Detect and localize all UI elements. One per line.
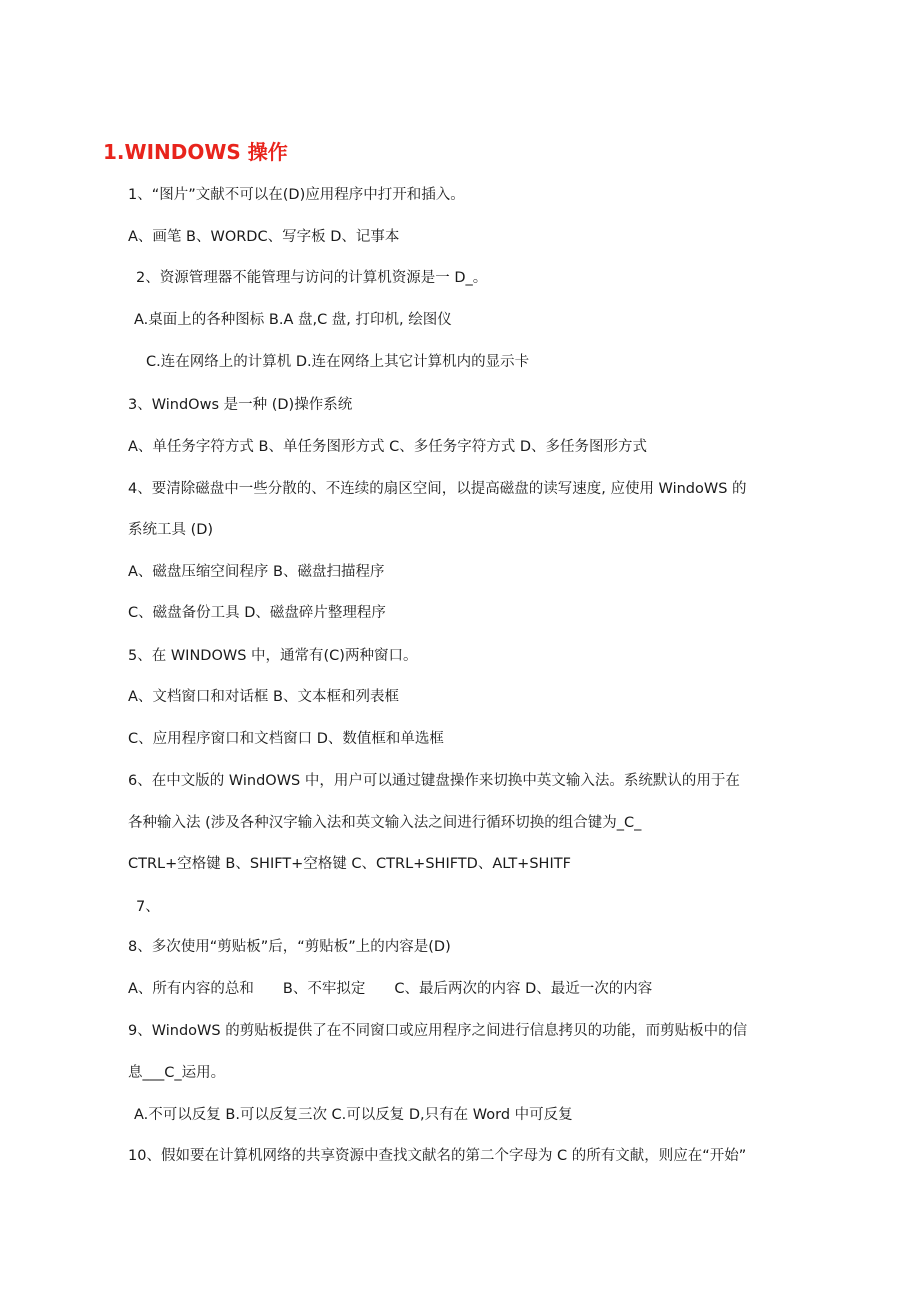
question-9-continued: 息___C_运用。 [128, 1065, 226, 1081]
question-8-options: A、所有内容的总和 B、不牢拟定 C、最后两次的内容 D、最近一次的内容 [128, 981, 653, 997]
question-4: 4、要清除磁盘中一些分散的、不连续的扇区空间，以提高磁盘的读写速度, 应使用 WindoWS 的 [128, 481, 747, 497]
question-6-continued: 各种输入法 (涉及各种汉字输入法和英文输入法之间进行循环切换的组合键为_C_ [128, 815, 642, 831]
question-2-options-cd: C.连在网络上的计算机 D.连在网络上其它计算机内的显示卡 [146, 354, 530, 370]
question-5-options-ab: A、文档窗口和对话框 B、文本框和列表框 [128, 689, 399, 705]
question-1: 1、“图片”文献不可以在(D)应用程序中打开和插入。 [128, 187, 465, 203]
question-2-options-ab: A.桌面上的各种图标 B.A 盘,C 盘, 打印机, 绘图仪 [134, 312, 452, 328]
question-2: 2、资源管理器不能管理与访问的计算机资源是一 D_。 [136, 270, 488, 286]
question-6-options: CTRL+空格键 B、SHIFT+空格键 C、CTRL+SHIFTD、ALT+SHITF [128, 856, 571, 872]
question-4-continued: 系统工具 (D) [128, 522, 214, 538]
question-1-options: A、画笔 B、WORDC、写字板 D、记事本 [128, 229, 400, 245]
section-heading: 1.WINDOWS 操作 [103, 140, 288, 164]
question-5-options-cd: C、应用程序窗口和文档窗口 D、数值框和单选框 [128, 731, 444, 747]
question-8: 8、多次使用“剪贴板”后，“剪贴板”上的内容是(D) [128, 939, 451, 955]
question-3: 3、WindOws 是一种 (D)操作系统 [128, 397, 353, 413]
question-9: 9、WindoWS 的剪贴板提供了在不同窗口或应用程序之间进行信息拷贝的功能，而剪贴板中的信 [128, 1023, 748, 1039]
question-3-options: A、单任务字符方式 B、单任务图形方式 C、多任务字符方式 D、多任务图形方式 [128, 439, 647, 455]
question-7: 7、 [136, 899, 160, 915]
question-6: 6、在中文版的 WindOWS 中，用户可以通过键盘操作来切换中英文输入法。系统默认的用于在 [128, 773, 740, 789]
question-5: 5、在 WINDOWS 中，通常有(C)两种窗口。 [128, 648, 418, 664]
question-10: 10、假如要在计算机网络的共享资源中查找文献名的第二个字母为 C 的所有文献，则应在“开始” [128, 1148, 747, 1164]
question-4-options-ab: A、磁盘压缩空间程序 B、磁盘扫描程序 [128, 564, 385, 580]
question-9-options: A.不可以反复 B.可以反复三次 C.可以反复 D,只有在 Word 中可反复 [134, 1107, 573, 1123]
question-4-options-cd: C、磁盘备份工具 D、磁盘碎片整理程序 [128, 605, 386, 621]
